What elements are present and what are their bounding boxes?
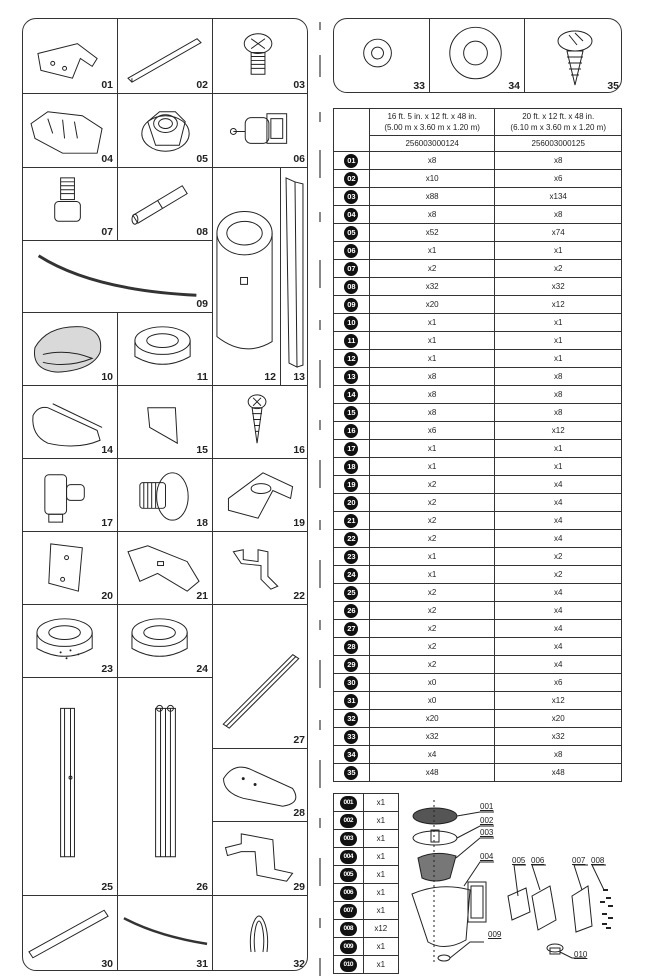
page-divider — [319, 958, 321, 976]
page-divider — [319, 460, 321, 488]
part-number-cell — [334, 404, 370, 422]
qty-cell: x1 — [363, 938, 398, 956]
part-number-cell — [334, 332, 370, 350]
part-cell-20: 20 — [23, 532, 118, 605]
part-number-cell — [334, 638, 370, 656]
part-badge: 17 — [344, 442, 358, 456]
part-badge: 004 — [340, 850, 357, 864]
qty-cell-b: x4 — [495, 584, 622, 602]
table-row — [334, 710, 622, 728]
part-number-cell — [334, 260, 370, 278]
part-badge: 25 — [344, 586, 358, 600]
table-row — [334, 584, 622, 602]
part-badge: 20 — [344, 496, 358, 510]
table-row — [334, 602, 622, 620]
part-badge: 22 — [344, 532, 358, 546]
qty-cell-b: x4 — [495, 476, 622, 494]
part-cell-04: 04 — [23, 94, 118, 168]
page-divider — [319, 760, 321, 788]
part-cell-35: 35 — [525, 19, 622, 93]
qty-cell-b: x20 — [495, 710, 622, 728]
part-badge: 10 — [344, 316, 358, 330]
rail-icon — [23, 241, 212, 312]
part-badge: 009 — [340, 940, 357, 954]
page-divider — [319, 212, 321, 222]
part-number-cell — [334, 866, 364, 884]
qty-cell-b: x8 — [495, 206, 622, 224]
table-code-row — [334, 136, 622, 152]
part-cell-32: 32 — [213, 896, 308, 971]
table-row — [334, 206, 622, 224]
part-number-cell — [334, 440, 370, 458]
table-row — [334, 938, 399, 956]
page-divider — [319, 55, 321, 77]
table-row — [334, 440, 622, 458]
part-badge: 12 — [344, 352, 358, 366]
qty-cell-a: x1 — [369, 566, 495, 584]
qty-cell-a: x1 — [369, 314, 495, 332]
table-row — [334, 848, 399, 866]
part-cell-13: 13 — [281, 168, 308, 386]
table-row — [334, 620, 622, 638]
part-badge: 05 — [344, 226, 358, 240]
qty-cell-b: x4 — [495, 530, 622, 548]
table-row — [334, 764, 622, 782]
table-row — [334, 368, 622, 386]
page-divider — [319, 112, 321, 122]
qty-cell-a: x4 — [369, 746, 495, 764]
qty-cell-b: x1 — [495, 350, 622, 368]
part-badge: 003 — [340, 832, 357, 846]
table-row — [334, 296, 622, 314]
table-row — [334, 260, 622, 278]
part-number-cell — [334, 692, 370, 710]
part-badge: 30 — [344, 676, 358, 690]
qty-cell-b: x2 — [495, 548, 622, 566]
part-cell-27: 27 — [213, 605, 308, 749]
part-number-cell — [334, 476, 370, 494]
part-cell-33: 33 — [334, 19, 430, 93]
page-divider — [319, 918, 321, 928]
table-row — [334, 866, 399, 884]
part-badge: 010 — [340, 958, 357, 972]
part-badge: 24 — [344, 568, 358, 582]
part-cell-29: 29 — [213, 822, 308, 896]
part-number-cell — [334, 548, 370, 566]
part-badge: 23 — [344, 550, 358, 564]
coping-strip-icon — [281, 168, 308, 385]
part-cell-25: 25 — [23, 678, 118, 896]
part-badge: 06 — [344, 244, 358, 258]
qty-cell-b: x1 — [495, 242, 622, 260]
qty-cell-a: x8 — [369, 206, 495, 224]
qty-cell-b: x4 — [495, 638, 622, 656]
part-badge: 14 — [344, 388, 358, 402]
part-badge: 02 — [344, 172, 358, 186]
page-divider — [319, 620, 321, 630]
part-number-cell — [334, 812, 364, 830]
part-number-cell — [334, 314, 370, 332]
part-number-cell — [334, 152, 370, 170]
part-number-cell — [334, 830, 364, 848]
table-row — [334, 884, 399, 902]
part-badge: 35 — [344, 766, 358, 780]
qty-cell-b: x6 — [495, 674, 622, 692]
part-badge: 16 — [344, 424, 358, 438]
part-cell-26: 26 — [118, 678, 213, 896]
callout-007: 007 — [572, 856, 586, 865]
part-cell-14: 14 — [23, 386, 118, 459]
qty-cell-a: x2 — [369, 584, 495, 602]
part-cell-11: 11 — [118, 313, 213, 386]
table-row — [334, 830, 399, 848]
part-number-cell — [334, 710, 370, 728]
page-divider — [319, 260, 321, 288]
part-cell-18: 18 — [118, 459, 213, 532]
qty-cell-b: x1 — [495, 440, 622, 458]
part-cell-08: 08 — [118, 168, 213, 241]
callout-008: 008 — [591, 856, 605, 865]
qty-cell-a: x1 — [369, 332, 495, 350]
table-row — [334, 902, 399, 920]
callout-006: 006 — [531, 856, 545, 865]
product-code-b: 256003000125 — [495, 136, 622, 152]
part-cell-10: 10 — [23, 313, 118, 386]
page-divider — [319, 818, 321, 828]
part-badge: 28 — [344, 640, 358, 654]
qty-cell-b: x8 — [495, 746, 622, 764]
part-number-cell — [334, 902, 364, 920]
qty-cell-a: x48 — [369, 764, 495, 782]
qty-cell-a: x32 — [369, 728, 495, 746]
wall-roll-icon — [213, 168, 280, 385]
table-row — [334, 548, 622, 566]
qty-cell-a: x8 — [369, 152, 495, 170]
table-row — [334, 314, 622, 332]
part-number-cell — [334, 794, 364, 812]
qty-cell-a: x0 — [369, 674, 495, 692]
qty-cell: x1 — [363, 812, 398, 830]
qty-cell-a: x0 — [369, 692, 495, 710]
qty-cell-b: x8 — [495, 152, 622, 170]
part-badge: 27 — [344, 622, 358, 636]
table-row — [334, 476, 622, 494]
table-row — [334, 746, 622, 764]
part-number-cell — [334, 584, 370, 602]
skimmer-diagram — [400, 790, 625, 975]
part-cell-23: 23 — [23, 605, 118, 678]
page-divider — [319, 720, 321, 730]
part-badge: 15 — [344, 406, 358, 420]
part-number-cell — [334, 620, 370, 638]
qty-cell-b: x48 — [495, 764, 622, 782]
page-divider — [319, 560, 321, 588]
part-badge: 11 — [344, 334, 358, 348]
part-number-cell — [334, 224, 370, 242]
qty-cell-a: x52 — [369, 224, 495, 242]
table-row — [334, 794, 399, 812]
size-column-header-b: 20 ft. x 12 ft. x 48 in. (6.10 m x 3.60 m x 1.20 m) — [495, 109, 622, 136]
table-row — [334, 566, 622, 584]
part-number-cell — [334, 242, 370, 260]
part-badge: 09 — [344, 298, 358, 312]
part-badge: 29 — [344, 658, 358, 672]
part-number-cell — [334, 848, 364, 866]
part-number-cell — [334, 170, 370, 188]
qty-cell: x12 — [363, 920, 398, 938]
qty-cell-a: x2 — [369, 494, 495, 512]
part-cell-16: 16 — [213, 386, 308, 459]
quantity-table — [333, 108, 622, 782]
part-cell-15: 15 — [118, 386, 213, 459]
part-badge: 08 — [344, 280, 358, 294]
callout-001: 001 — [480, 802, 494, 811]
qty-cell-a: x2 — [369, 512, 495, 530]
table-row — [334, 152, 622, 170]
table-row — [334, 350, 622, 368]
part-cell-03: 03 — [213, 19, 308, 94]
qty-cell-b: x12 — [495, 422, 622, 440]
qty-cell-a: x2 — [369, 638, 495, 656]
qty-cell-b: x4 — [495, 620, 622, 638]
qty-cell-b: x6 — [495, 170, 622, 188]
part-badge: 19 — [344, 478, 358, 492]
table-row — [334, 956, 399, 974]
table-row — [334, 530, 622, 548]
part-number-cell — [334, 674, 370, 692]
hardware-panel — [333, 18, 622, 93]
part-cell-07: 07 — [23, 168, 118, 241]
part-badge: 34 — [344, 748, 358, 762]
part-badge: 001 — [340, 796, 357, 810]
table-row — [334, 812, 399, 830]
qty-cell-a: x1 — [369, 440, 495, 458]
table-row — [334, 728, 622, 746]
table-row — [334, 638, 622, 656]
qty-cell-b: x4 — [495, 656, 622, 674]
part-badge: 007 — [340, 904, 357, 918]
part-cell-24: 24 — [118, 605, 213, 678]
part-number-cell — [334, 422, 370, 440]
qty-cell-b: x1 — [495, 332, 622, 350]
table-row — [334, 494, 622, 512]
qty-cell: x1 — [363, 902, 398, 920]
part-number-cell — [334, 206, 370, 224]
part-cell-31: 31 — [118, 896, 213, 971]
part-cell-19: 19 — [213, 459, 308, 532]
part-number-cell — [334, 764, 370, 782]
callout-004: 004 — [480, 852, 494, 861]
qty-cell-b: x8 — [495, 386, 622, 404]
part-badge: 31 — [344, 694, 358, 708]
qty-cell-a: x20 — [369, 296, 495, 314]
table-row — [334, 674, 622, 692]
part-number-cell — [334, 278, 370, 296]
qty-cell: x1 — [363, 830, 398, 848]
qty-cell-a: x2 — [369, 530, 495, 548]
part-badge: 03 — [344, 190, 358, 204]
part-number-cell — [334, 656, 370, 674]
part-number-cell — [334, 920, 364, 938]
callout-010: 010 — [574, 950, 588, 959]
qty-cell-b: x32 — [495, 728, 622, 746]
product-code-a: 256003000124 — [369, 136, 495, 152]
table-row — [334, 422, 622, 440]
upright-post-icon — [23, 678, 117, 895]
qty-cell-b: x1 — [495, 314, 622, 332]
table-row — [334, 692, 622, 710]
qty-cell: x1 — [363, 884, 398, 902]
qty-cell: x1 — [363, 866, 398, 884]
part-cell-22: 22 — [213, 532, 308, 605]
qty-cell-a: x32 — [369, 278, 495, 296]
page-divider — [319, 520, 321, 530]
table-row — [334, 458, 622, 476]
skimmer-table — [333, 793, 399, 974]
callout-003: 003 — [480, 828, 494, 837]
qty-cell-a: x1 — [369, 350, 495, 368]
qty-cell-b: x12 — [495, 692, 622, 710]
part-number-cell — [334, 368, 370, 386]
qty-cell-b: x2 — [495, 260, 622, 278]
part-badge: 07 — [344, 262, 358, 276]
table-row — [334, 170, 622, 188]
part-column-header — [334, 109, 370, 152]
part-cell-21: 21 — [118, 532, 213, 605]
qty-cell-b: x134 — [495, 188, 622, 206]
part-number-cell — [334, 602, 370, 620]
table-row — [334, 404, 622, 422]
qty-cell-a: x6 — [369, 422, 495, 440]
qty-cell-b: x4 — [495, 602, 622, 620]
page-divider — [319, 150, 321, 178]
qty-cell: x1 — [363, 848, 398, 866]
part-number-cell — [334, 530, 370, 548]
part-number-cell — [334, 956, 364, 974]
table-row — [334, 656, 622, 674]
part-cell-05: 05 — [118, 94, 213, 168]
part-cell-34: 34 — [430, 19, 525, 93]
part-number-cell — [334, 494, 370, 512]
qty-cell: x1 — [363, 794, 398, 812]
qty-cell: x1 — [363, 956, 398, 974]
callout-009: 009 — [488, 930, 502, 939]
callout-002: 002 — [480, 816, 494, 825]
part-number-cell — [334, 386, 370, 404]
part-cell-09: 09 — [23, 241, 213, 313]
part-cell-02: 02 — [118, 19, 213, 94]
part-badge: 21 — [344, 514, 358, 528]
page-divider — [319, 420, 321, 430]
part-number-cell — [334, 350, 370, 368]
table-row — [334, 278, 622, 296]
qty-cell-b: x8 — [495, 368, 622, 386]
part-number-cell — [334, 566, 370, 584]
qty-cell-b: x4 — [495, 512, 622, 530]
qty-cell-b: x4 — [495, 494, 622, 512]
qty-cell-a: x2 — [369, 602, 495, 620]
page-divider — [319, 22, 321, 30]
page-divider — [319, 858, 321, 886]
table-row — [334, 512, 622, 530]
qty-cell-b: x12 — [495, 296, 622, 314]
qty-cell-a: x2 — [369, 260, 495, 278]
part-badge: 04 — [344, 208, 358, 222]
qty-cell-b: x32 — [495, 278, 622, 296]
qty-cell-b: x2 — [495, 566, 622, 584]
qty-cell-b: x74 — [495, 224, 622, 242]
part-number-cell — [334, 458, 370, 476]
part-badge: 32 — [344, 712, 358, 726]
qty-cell-a: x88 — [369, 188, 495, 206]
table-row — [334, 386, 622, 404]
table-header-row — [334, 109, 622, 136]
qty-cell-a: x20 — [369, 710, 495, 728]
size-column-header-a: 16 ft. 5 in. x 12 ft. x 48 in. (5.00 m x 3.60 m x 1.20 m) — [369, 109, 495, 136]
part-number-cell — [334, 296, 370, 314]
qty-cell-a: x2 — [369, 476, 495, 494]
table-row — [334, 188, 622, 206]
part-cell-17: 17 — [23, 459, 118, 532]
qty-cell-a: x1 — [369, 548, 495, 566]
part-badge: 008 — [340, 922, 357, 936]
part-number-cell — [334, 188, 370, 206]
page-divider — [319, 320, 321, 330]
top-rail-icon — [213, 605, 308, 748]
part-cell-01: 01 — [23, 19, 118, 94]
part-badge: 002 — [340, 814, 357, 828]
part-badge: 18 — [344, 460, 358, 474]
part-badge: 33 — [344, 730, 358, 744]
qty-cell-a: x1 — [369, 242, 495, 260]
qty-cell-a: x8 — [369, 386, 495, 404]
qty-cell-a: x10 — [369, 170, 495, 188]
part-badge: 005 — [340, 868, 357, 882]
qty-cell-a: x2 — [369, 656, 495, 674]
part-number-cell — [334, 746, 370, 764]
qty-cell-a: x2 — [369, 620, 495, 638]
part-number-cell — [334, 728, 370, 746]
parts-panel — [22, 18, 308, 971]
qty-cell-a: x8 — [369, 404, 495, 422]
part-badge: 13 — [344, 370, 358, 384]
part-badge: 01 — [344, 154, 358, 168]
callout-005: 005 — [512, 856, 526, 865]
part-cell-30: 30 — [23, 896, 118, 971]
part-cell-06: 06 — [213, 94, 308, 168]
skimmer-assembly-icon — [400, 790, 625, 975]
page-divider — [319, 360, 321, 388]
table-row — [334, 242, 622, 260]
qty-cell-b: x1 — [495, 458, 622, 476]
table-row — [334, 224, 622, 242]
qty-cell-a: x1 — [369, 458, 495, 476]
part-number-cell — [334, 884, 364, 902]
part-number-cell — [334, 938, 364, 956]
part-cell-12: 12 — [213, 168, 281, 386]
part-number-cell — [334, 512, 370, 530]
part-cell-28: 28 — [213, 749, 308, 822]
table-row — [334, 332, 622, 350]
page-divider — [319, 660, 321, 688]
upright-post-double-icon — [118, 678, 212, 895]
qty-cell-b: x8 — [495, 404, 622, 422]
part-badge: 26 — [344, 604, 358, 618]
part-badge: 006 — [340, 886, 357, 900]
qty-cell-a: x8 — [369, 368, 495, 386]
table-row — [334, 920, 399, 938]
